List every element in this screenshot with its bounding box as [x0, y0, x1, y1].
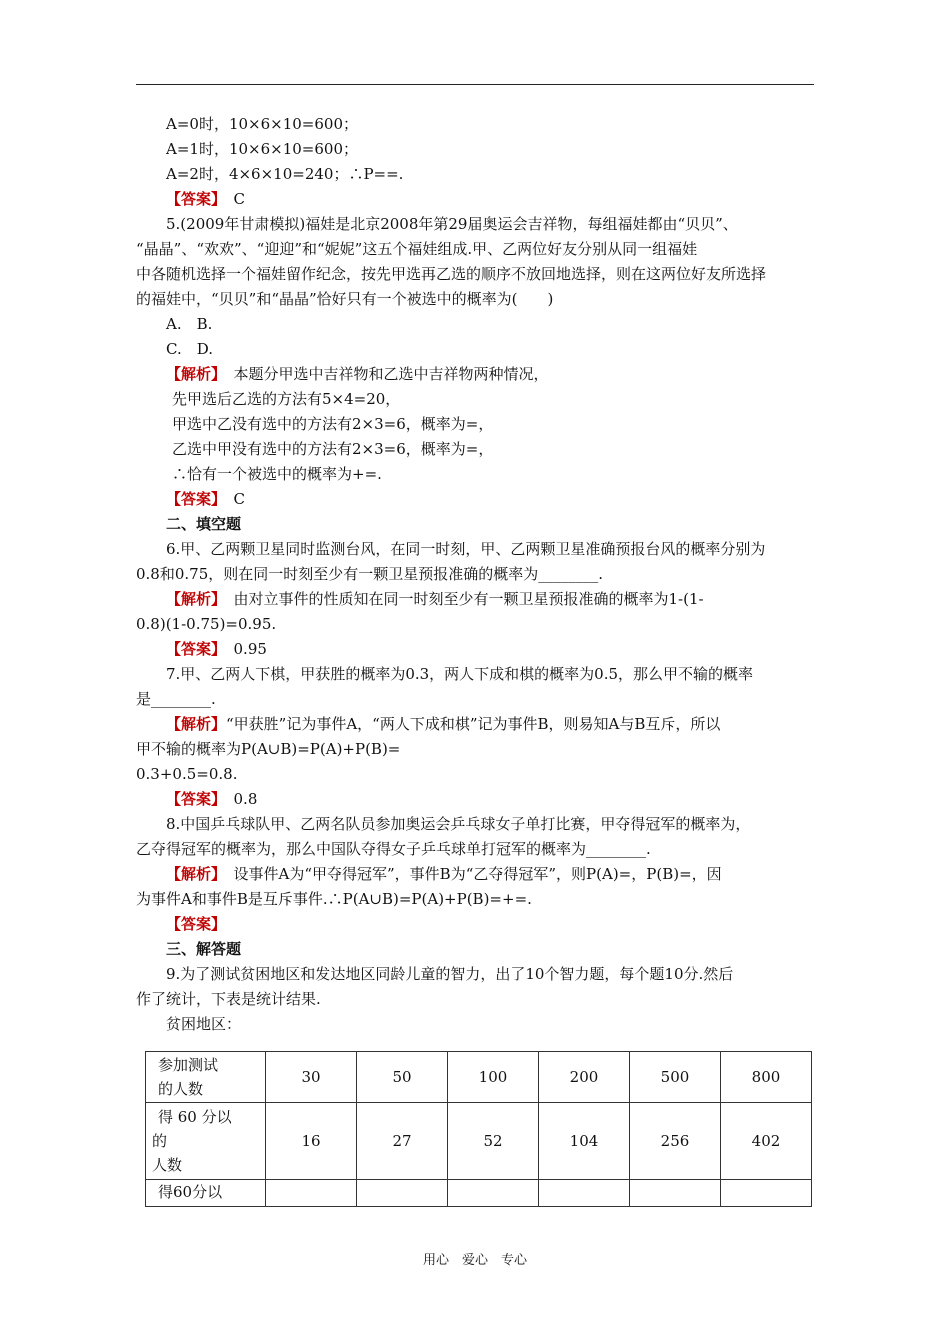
header-rule	[136, 84, 814, 85]
text-line	[136, 762, 816, 787]
text-line	[136, 362, 816, 387]
line-text: 本题分甲选中吉祥物和乙选中吉祥物两种情况，	[218, 365, 549, 383]
page-footer: 用心 爱心 专心	[422, 1253, 527, 1268]
text-line	[136, 712, 816, 737]
line-text: 先甲选后乙选的方法有5×4=20，	[172, 390, 401, 408]
table-cell	[266, 1180, 357, 1207]
table-cell: 256	[630, 1103, 721, 1180]
table-cell: 200	[539, 1052, 630, 1103]
text-line	[136, 387, 816, 412]
row-label-frequency	[146, 1180, 266, 1207]
table-cell: 104	[539, 1103, 630, 1180]
table-cell	[539, 1180, 630, 1207]
section-heading	[136, 512, 816, 537]
text-line	[136, 187, 816, 212]
text-line	[136, 337, 816, 362]
text-line	[136, 287, 816, 312]
text-line	[136, 137, 816, 162]
line-text: 0.3+0.5=0.8.	[136, 765, 238, 783]
line-text: ∴恰有一个被选中的概率为+=.	[172, 465, 382, 483]
line-text: 甲选中乙没有选中的方法有2×3=6，概率为=，	[172, 415, 494, 433]
line-text: 乙选中甲没有选中的方法有2×3=6，概率为=，	[172, 440, 494, 458]
line-text: 0.8)(1-0.75)=0.95.	[136, 615, 277, 633]
line-text: 8.中国乒乓球队甲、乙两名队员参加奥运会乒乓球女子单打比赛，甲夺得冠军的概率为，	[166, 815, 751, 833]
line-text: 贫困地区：	[166, 1015, 242, 1033]
label-line: 得60分以	[158, 1183, 223, 1201]
text-line	[136, 887, 816, 912]
table-cell: 100	[448, 1052, 539, 1103]
text-line	[136, 487, 816, 512]
table-cell: 30	[266, 1052, 357, 1103]
answer-tag: 【答案】	[166, 640, 219, 658]
line-text: C	[218, 190, 245, 208]
row-label-passed	[146, 1103, 266, 1180]
answer-tag: 【答案】	[166, 190, 219, 208]
line-text: 5.(2009年甘肃模拟)福娃是北京2008年第29届奥运会吉祥物，每组福娃都由“贝贝”、	[166, 215, 738, 233]
answer-tag: 【解析】	[166, 715, 227, 733]
line-text: 的福娃中，“贝贝”和“晶晶”恰好只有一个被选中的概率为( )	[136, 290, 554, 308]
line-text: 6.甲、乙两颗卫星同时监测台风，在同一时刻，甲、乙两颗卫星准确预报台风的概率分别为	[166, 540, 766, 558]
line-text: C	[218, 490, 245, 508]
text-line	[136, 837, 816, 862]
line-text: 为事件A和事件B是互斥事件.∴P(A∪B)=P(A)+P(B)=+=.	[136, 890, 532, 908]
table-cell: 500	[630, 1052, 721, 1103]
text-line	[136, 212, 816, 237]
text-line	[136, 987, 816, 1012]
line-text: 设事件A为“甲夺得冠军”，事件B为“乙夺得冠军”，则P(A)=，P(B)=，因	[218, 865, 722, 883]
label-line: 的人数	[158, 1080, 204, 1098]
answer-tag: 【解析】	[166, 590, 219, 608]
line-text: 0.95	[218, 640, 267, 658]
answer-tag: 【解析】	[166, 365, 219, 383]
text-line	[136, 162, 816, 187]
text-line	[136, 612, 816, 637]
text-line	[136, 237, 816, 262]
line-text: A=2时，4×6×10=240；∴P==.	[166, 165, 404, 183]
text-line	[136, 437, 816, 462]
line-text: 是________.	[136, 690, 216, 708]
line-text: C. D.	[166, 340, 213, 358]
statistics-table	[145, 1051, 812, 1207]
line-text: “晶晶”、“欢欢”、“迎迎”和“妮妮”这五个福娃组成.甲、乙两位好友分别从同一组福娃	[136, 240, 698, 258]
text-line	[136, 1012, 816, 1037]
text-line	[136, 412, 816, 437]
table-cell	[448, 1180, 539, 1207]
line-text: 乙夺得冠军的概率为，那么中国队夺得女子乒乓球单打冠军的概率为________.	[136, 840, 651, 858]
table-cell: 800	[721, 1052, 812, 1103]
line-text: 作了统计，下表是统计结果.	[136, 990, 321, 1008]
line-text: 0.8和0.75，则在同一时刻至少有一颗卫星预报准确的概率为________.	[136, 565, 604, 583]
line-text: 中各随机选择一个福娃留作纪念，按先甲选再乙选的顺序不放回地选择，则在这两位好友所选择	[136, 265, 767, 283]
line-text: A. B.	[166, 315, 213, 333]
text-line	[136, 687, 816, 712]
table-cell: 27	[357, 1103, 448, 1180]
answer-tag: 【答案】	[166, 790, 219, 808]
text-line	[136, 862, 816, 887]
text-line	[136, 812, 816, 837]
text-line	[136, 587, 816, 612]
section-heading	[136, 937, 816, 962]
line-text: “甲获胜”记为事件A，“两人下成和棋”记为事件B，则易知A与B互斥，所以	[226, 715, 721, 733]
line-text: 0.8	[218, 790, 258, 808]
table-row-passed	[146, 1103, 812, 1180]
line-text: 7.甲、乙两人下棋，甲获胜的概率为0.3，两人下成和棋的概率为0.5，那么甲不输的概率	[166, 665, 754, 683]
text-line	[136, 662, 816, 687]
text-line	[136, 562, 816, 587]
table-cell	[721, 1180, 812, 1207]
table-cell: 402	[721, 1103, 812, 1180]
text-line	[136, 737, 816, 762]
text-line	[136, 462, 816, 487]
text-line	[136, 312, 816, 337]
text-line	[136, 912, 816, 937]
answer-tag: 【答案】	[166, 915, 227, 933]
table-cell: 52	[448, 1103, 539, 1180]
text-line	[136, 112, 816, 137]
answer-tag: 【解析】	[166, 865, 219, 883]
text-line	[136, 262, 816, 287]
label-line: 的	[152, 1132, 168, 1150]
row-label-participants	[146, 1052, 266, 1103]
line-text: 三、解答题	[166, 940, 242, 958]
line-text: A=0时，10×6×10=600；	[166, 115, 358, 133]
label-line: 得 60 分以	[158, 1108, 232, 1126]
text-line	[136, 962, 816, 987]
text-line	[136, 537, 816, 562]
table-row-participants	[146, 1052, 812, 1103]
line-text: 9.为了测试贫困地区和发达地区同龄儿童的智力，出了10个智力题，每个题10分.然后	[166, 965, 734, 983]
line-text: A=1时，10×6×10=600；	[166, 140, 358, 158]
label-line: 人数	[152, 1156, 183, 1174]
document-body	[136, 112, 816, 1037]
text-line	[136, 637, 816, 662]
table-cell	[630, 1180, 721, 1207]
table-cell: 50	[357, 1052, 448, 1103]
answer-tag: 【答案】	[166, 490, 219, 508]
table-row-frequency	[146, 1180, 812, 1207]
table-cell: 16	[266, 1103, 357, 1180]
line-text: 二、填空题	[166, 515, 242, 533]
line-text: 由对立事件的性质知在同一时刻至少有一颗卫星预报准确的概率为1-(1-	[218, 590, 704, 608]
line-text: 甲不输的概率为P(A∪B)=P(A)+P(B)=	[136, 740, 401, 758]
label-line: 参加测试	[158, 1056, 219, 1074]
text-line	[136, 787, 816, 812]
table-cell	[357, 1180, 448, 1207]
